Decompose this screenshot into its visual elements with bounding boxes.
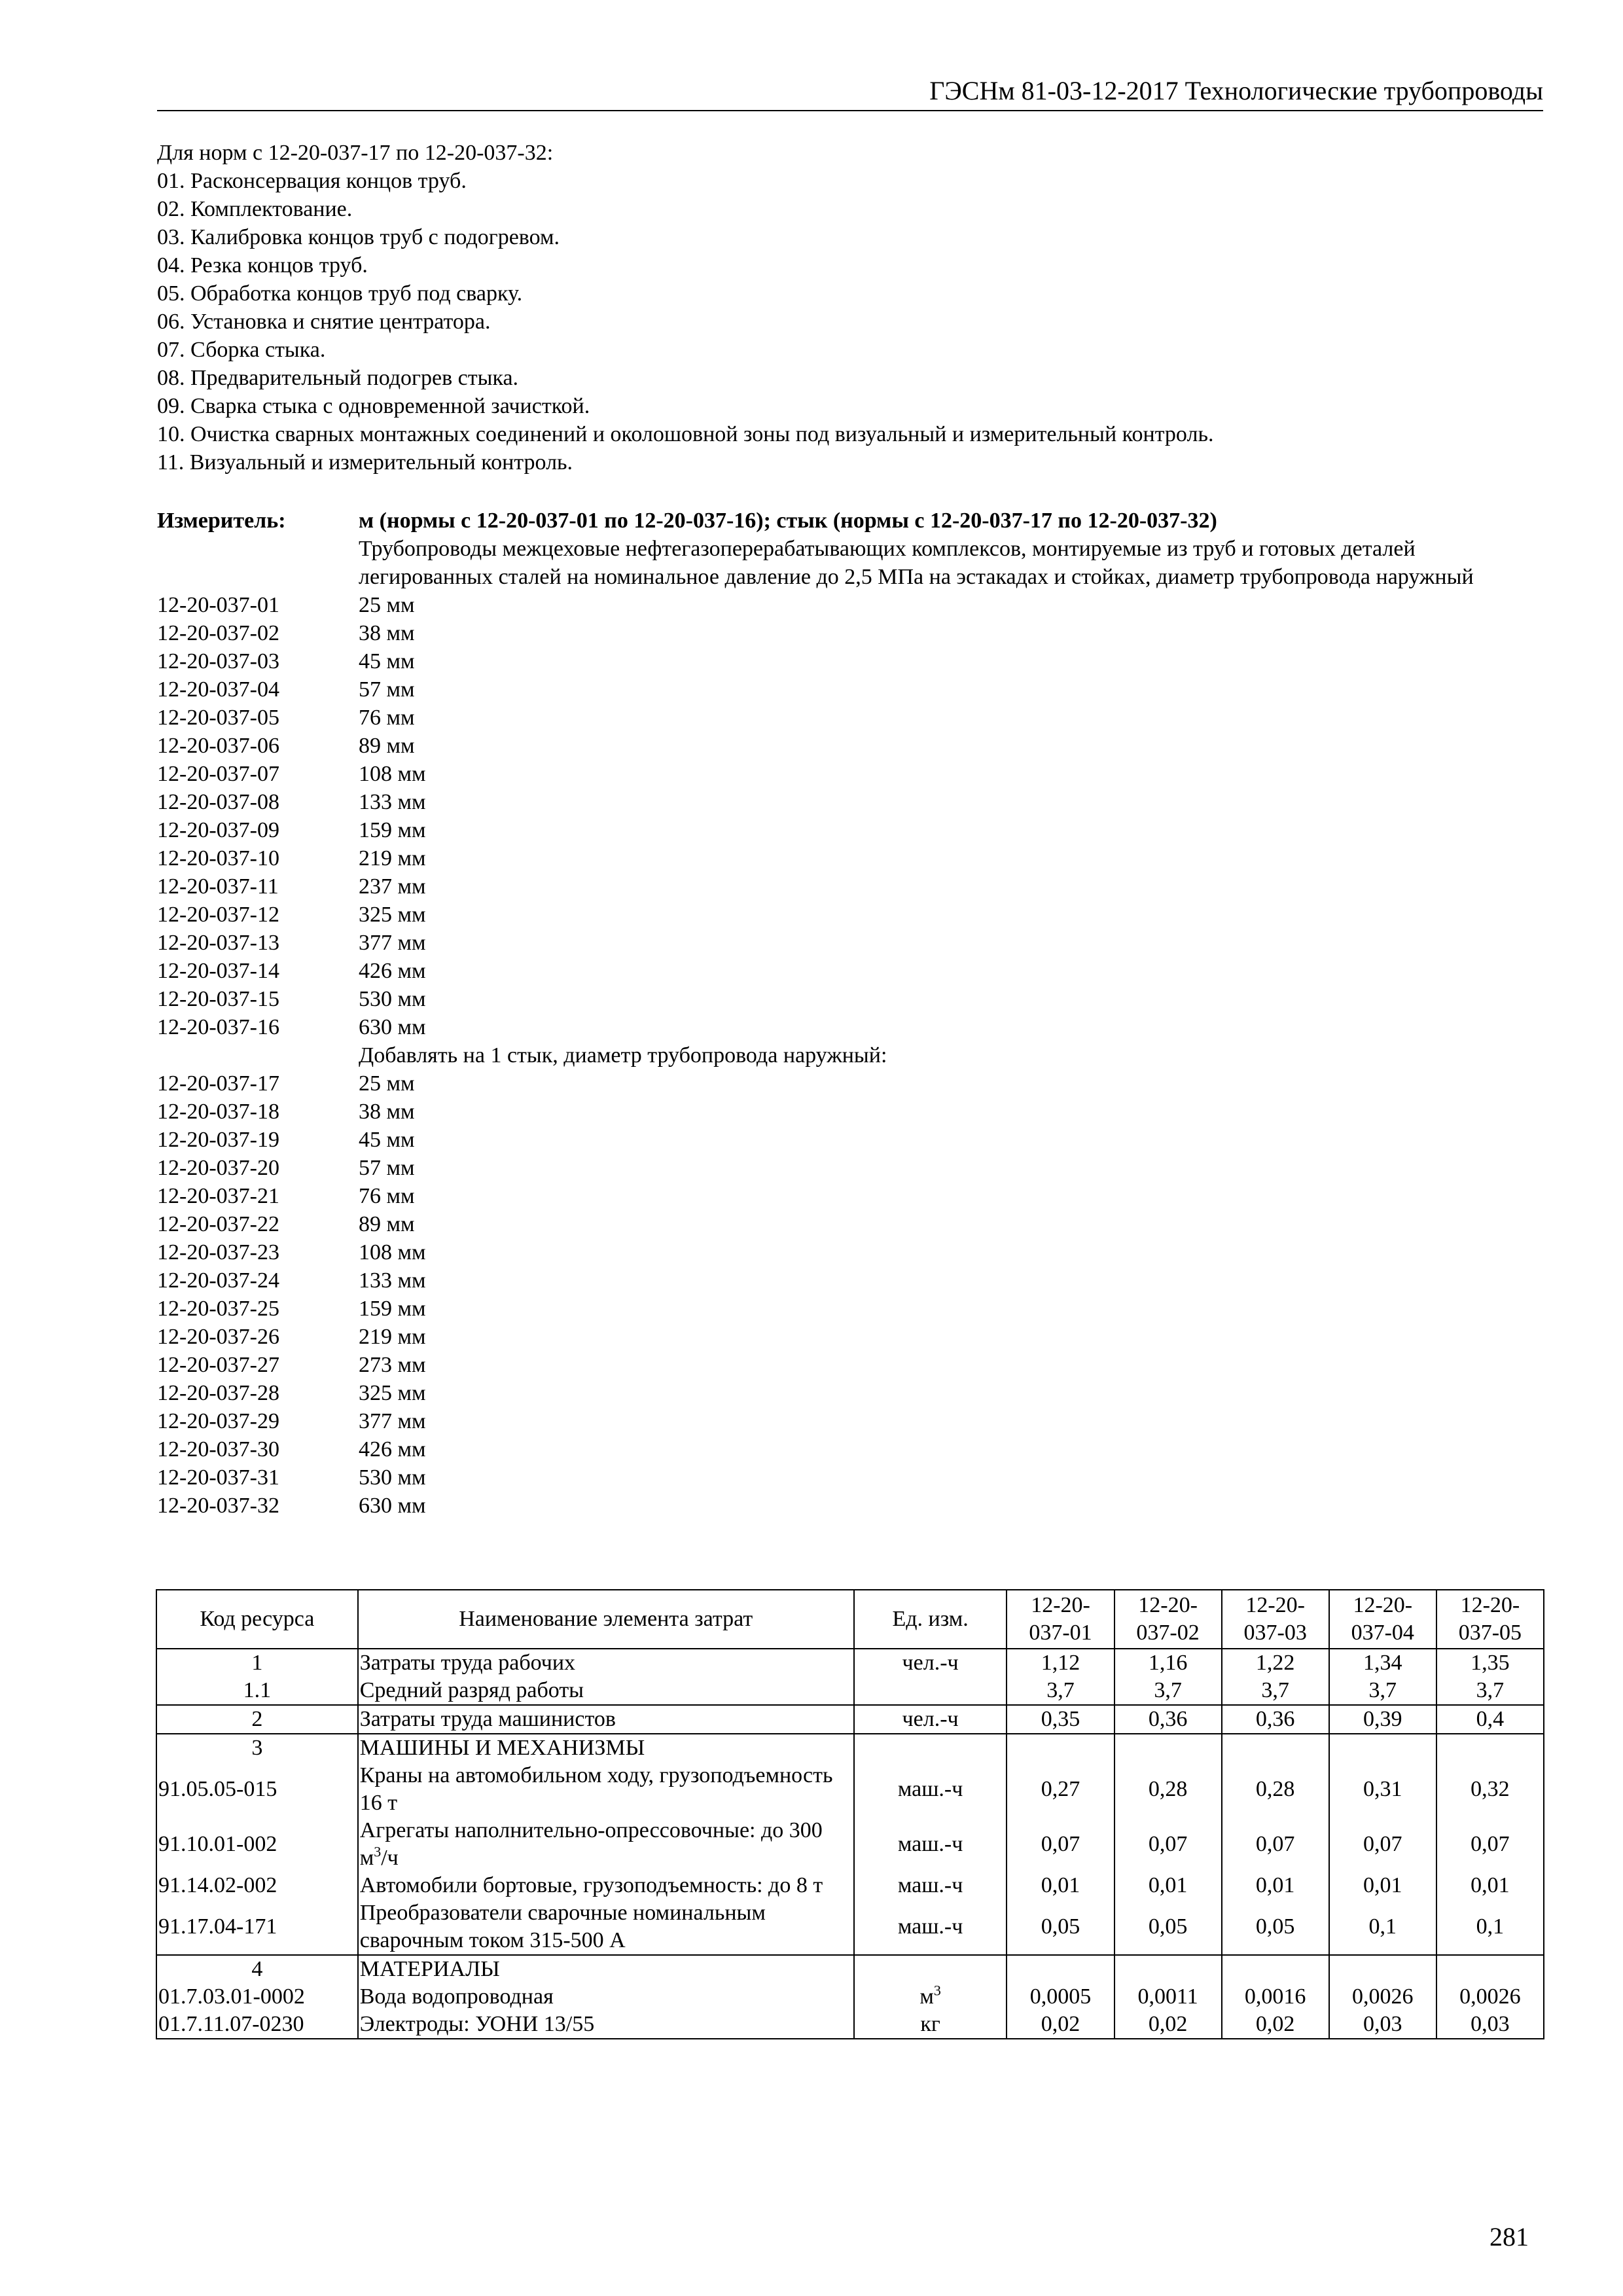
norm-size: 38 мм: [359, 621, 415, 645]
cell-unit: $м^3$: [854, 1983, 1007, 2011]
norm-code: 12-20-037-13: [157, 931, 279, 955]
cell-name: Средний разряд работы: [358, 1677, 854, 1705]
cell-value: 0,03: [1436, 2011, 1544, 2039]
norm-row: [157, 901, 1551, 929]
cell-value: 0,32: [1436, 1762, 1544, 1817]
norm-code: 12-20-037-17: [157, 1071, 279, 1096]
cell-value: 1,22: [1222, 1649, 1329, 1677]
norm-code: 12-20-037-03: [157, 649, 279, 673]
cell-value: 0,07: [1115, 1817, 1222, 1872]
cell-unit: чел.-ч: [854, 1649, 1007, 1677]
cell-value: [1007, 1734, 1114, 1762]
header-col-1: 12-20- 037-01: [1007, 1590, 1114, 1649]
norm-code: 12-20-037-02: [157, 621, 279, 645]
cell-value: 0,07: [1007, 1817, 1114, 1872]
cell-name: Затраты труда рабочих: [358, 1649, 854, 1677]
norm-code: 12-20-037-12: [157, 903, 279, 927]
intro-heading: Для норм с 12-20-037-17 по 12-20-037-32:: [157, 141, 554, 165]
cell-name: Краны на автомобильном ходу, грузоподъемность 16 т: [358, 1762, 854, 1817]
cell-code: 4: [156, 1955, 358, 1983]
norm-size: 325 мм: [359, 903, 426, 927]
cell-value: 0,31: [1329, 1762, 1436, 1817]
step-item: 08. Предварительный подогрев стыка.: [157, 366, 519, 390]
cell-value: 0,28: [1115, 1762, 1222, 1817]
norm-row: [157, 1210, 1551, 1238]
meter-units: м (нормы с 12-20-037-01 по 12-20-037-16); стык (нормы с 12-20-037-17 по 12-20-037-32): [359, 509, 1217, 533]
cell-value: 0,27: [1007, 1762, 1114, 1817]
meter-label: Измеритель:: [157, 509, 286, 533]
norm-row: [157, 1126, 1551, 1154]
cell-name: Затраты труда машинистов: [358, 1705, 854, 1734]
norm-row: [157, 1266, 1551, 1295]
norms-subheading: Добавлять на 1 стык, диаметр трубопровода наружный:: [359, 1043, 887, 1067]
cell-value: [1329, 1955, 1436, 1983]
norm-code: 12-20-037-19: [157, 1128, 279, 1152]
cell-value: 0,36: [1222, 1705, 1329, 1734]
cell-value: [1115, 1955, 1222, 1983]
table-row: [156, 1705, 1544, 1734]
norm-size: 57 мм: [359, 677, 415, 702]
cell-value: 0,0016: [1222, 1983, 1329, 2011]
norm-size: 237 мм: [359, 874, 426, 899]
norm-code: 12-20-037-09: [157, 818, 279, 842]
step-item: 01. Расконсервация концов труб.: [157, 169, 467, 193]
cell-value: 0,0026: [1436, 1983, 1544, 2011]
norm-row: [157, 675, 1551, 704]
norm-size: 426 мм: [359, 959, 426, 983]
cell-value: 0,0005: [1007, 1983, 1114, 2011]
norm-size: 57 мм: [359, 1156, 415, 1180]
table-row: [156, 1649, 1544, 1677]
norm-code: 12-20-037-21: [157, 1184, 279, 1208]
cell-unit: чел.-ч: [854, 1705, 1007, 1734]
norm-size: 25 мм: [359, 593, 415, 617]
norm-size: 325 мм: [359, 1381, 426, 1405]
table-row: [156, 1899, 1544, 1955]
norm-code: 12-20-037-27: [157, 1353, 279, 1377]
norm-size: 530 мм: [359, 1465, 426, 1490]
norm-code: 12-20-037-05: [157, 706, 279, 730]
table-row: [156, 1677, 1544, 1705]
norm-size: 45 мм: [359, 1128, 415, 1152]
cell-value: 0,05: [1007, 1899, 1114, 1955]
norm-row: [157, 704, 1551, 732]
norm-size: 25 мм: [359, 1071, 415, 1096]
norm-row: [157, 985, 1551, 1013]
norm-row: [157, 1407, 1551, 1435]
norm-code: 12-20-037-31: [157, 1465, 279, 1490]
norm-row: [157, 1182, 1551, 1210]
header-name: Наименование элемента затрат: [358, 1590, 854, 1649]
cell-name: МАШИНЫ И МЕХАНИЗМЫ: [358, 1734, 854, 1762]
norm-size: 38 мм: [359, 1100, 415, 1124]
norm-row: [157, 619, 1551, 647]
header-code: Код ресурса: [156, 1590, 358, 1649]
step-item: 04. Резка концов труб.: [157, 253, 368, 278]
norm-code: 12-20-037-29: [157, 1409, 279, 1433]
norm-size: 219 мм: [359, 846, 426, 870]
cell-code: 01.7.11.07-0230: [156, 2011, 358, 2039]
cell-value: 0,0011: [1115, 1983, 1222, 2011]
cell-code: 1.1: [156, 1677, 358, 1705]
cell-value: 0,01: [1007, 1872, 1114, 1899]
norms-list-b: [157, 1069, 1551, 1520]
meter-description: Трубопроводы межцеховые нефтегазоперерабатывающих комплексов, монтируемые из труб и готовых деталей легированных сталей на номинальное давление до 2,5 МПа на эстакадах и стойках, диаметр трубопровода наружный: [359, 537, 1474, 589]
cell-code: 01.7.03.01-0002: [156, 1983, 358, 2011]
cell-value: 0,07: [1436, 1817, 1544, 1872]
norm-row: [157, 929, 1551, 957]
cell-value: [1329, 1734, 1436, 1762]
norm-row: [157, 647, 1551, 675]
meter-header: [157, 507, 1551, 535]
cell-value: 1,34: [1329, 1649, 1436, 1677]
norm-row: [157, 1295, 1551, 1323]
cell-code: 2: [156, 1705, 358, 1734]
step-item: 10. Очистка сварных монтажных соединений и околошовной зоны под визуальный и измерительный контроль.: [157, 422, 1214, 446]
norm-size: 76 мм: [359, 706, 415, 730]
norm-code: 12-20-037-23: [157, 1240, 279, 1265]
norm-row: [157, 1013, 1551, 1041]
cell-value: [1222, 1955, 1329, 1983]
norm-code: 12-20-037-15: [157, 987, 279, 1011]
step-item: 05. Обработка концов труб под сварку.: [157, 281, 523, 306]
page-header: [157, 73, 1543, 111]
cell-value: 1,16: [1115, 1649, 1222, 1677]
step-item: 09. Сварка стыка с одновременной зачисткой.: [157, 394, 590, 418]
cell-value: 0,07: [1329, 1817, 1436, 1872]
norm-size: 159 мм: [359, 818, 426, 842]
cell-unit: кг: [854, 2011, 1007, 2039]
norm-size: 530 мм: [359, 987, 426, 1011]
cell-value: 0,01: [1436, 1872, 1544, 1899]
norm-size: 630 мм: [359, 1015, 426, 1039]
cell-value: [1222, 1734, 1329, 1762]
cell-value: 1,12: [1007, 1649, 1114, 1677]
norm-code: 12-20-037-25: [157, 1297, 279, 1321]
cell-code: 91.10.01-002: [156, 1817, 358, 1872]
cell-value: 3,7: [1436, 1677, 1544, 1705]
norm-size: 219 мм: [359, 1325, 426, 1349]
norm-row: [157, 1238, 1551, 1266]
norm-code: 12-20-037-26: [157, 1325, 279, 1349]
table-row: [156, 1762, 1544, 1817]
norm-row: [157, 957, 1551, 985]
norm-size: 426 мм: [359, 1437, 426, 1462]
norm-row: [157, 1154, 1551, 1182]
step-item: 07. Сборка стыка.: [157, 338, 326, 362]
step-item: 11. Визуальный и измерительный контроль.: [157, 450, 573, 475]
table-row: [156, 1872, 1544, 1899]
cell-value: 0,1: [1436, 1899, 1544, 1955]
cell-unit: [854, 1955, 1007, 1983]
norm-size: 76 мм: [359, 1184, 415, 1208]
norm-code: 12-20-037-32: [157, 1494, 279, 1518]
cell-value: [1436, 1734, 1544, 1762]
norm-code: 12-20-037-28: [157, 1381, 279, 1405]
meter-section: [157, 507, 1551, 1520]
header-col-3: 12-20- 037-03: [1222, 1590, 1329, 1649]
norm-size: 108 мм: [359, 1240, 426, 1265]
norm-code: 12-20-037-22: [157, 1212, 279, 1236]
norm-row: [157, 1098, 1551, 1126]
norm-row: [157, 760, 1551, 788]
cell-unit: [854, 1734, 1007, 1762]
step-item: 06. Установка и снятие центратора.: [157, 310, 491, 334]
norm-row: [157, 1435, 1551, 1463]
cell-unit: маш.-ч: [854, 1817, 1007, 1872]
cell-value: 0,02: [1115, 2011, 1222, 2039]
norm-size: 273 мм: [359, 1353, 426, 1377]
cell-unit: маш.-ч: [854, 1899, 1007, 1955]
norm-code: 12-20-037-01: [157, 593, 279, 617]
cell-value: 0,35: [1007, 1705, 1114, 1734]
cell-value: 3,7: [1329, 1677, 1436, 1705]
norm-row: [157, 1492, 1551, 1520]
norm-code: 12-20-037-08: [157, 790, 279, 814]
cell-value: 0,02: [1222, 2011, 1329, 2039]
steps-list: [157, 167, 1551, 476]
cell-code: 91.14.02-002: [156, 1872, 358, 1899]
norm-row: [157, 872, 1551, 901]
norm-row: [157, 816, 1551, 844]
page-number: 281: [1489, 2222, 1529, 2251]
norm-code: 12-20-037-07: [157, 762, 279, 786]
step-item: 02. Комплектование.: [157, 197, 353, 221]
cell-name: Электроды: УОНИ 13/55: [358, 2011, 854, 2039]
norm-row: [157, 1379, 1551, 1407]
norm-size: 159 мм: [359, 1297, 426, 1321]
cell-value: 0,01: [1329, 1872, 1436, 1899]
norm-size: 377 мм: [359, 1409, 426, 1433]
norm-row: [157, 1323, 1551, 1351]
norm-code: 12-20-037-24: [157, 1268, 279, 1293]
cell-value: 3,7: [1115, 1677, 1222, 1705]
cell-value: 0,05: [1115, 1899, 1222, 1955]
norm-code: 12-20-037-30: [157, 1437, 279, 1462]
table-row-section: [156, 1734, 1544, 1762]
table-row: [156, 1817, 1544, 1872]
norm-size: 377 мм: [359, 931, 426, 955]
cell-code: 1: [156, 1649, 358, 1677]
norm-code: 12-20-037-14: [157, 959, 279, 983]
cell-value: 1,35: [1436, 1649, 1544, 1677]
cell-unit: маш.-ч: [854, 1762, 1007, 1817]
cell-value: 0,0026: [1329, 1983, 1436, 2011]
norm-row: [157, 732, 1551, 760]
norm-row: [157, 1463, 1551, 1492]
cell-value: 0,01: [1115, 1872, 1222, 1899]
header-col-4: 12-20- 037-04: [1329, 1590, 1436, 1649]
cell-code: 3: [156, 1734, 358, 1762]
cell-unit: маш.-ч: [854, 1872, 1007, 1899]
cell-value: 3,7: [1222, 1677, 1329, 1705]
header-title: ГЭСНм 81-03-12-2017 Технологические трубопроводы: [929, 76, 1543, 105]
norm-size: 89 мм: [359, 1212, 415, 1236]
table-row-section: [156, 1955, 1544, 1983]
cell-code: 91.05.05-015: [156, 1762, 358, 1817]
cell-value: 0,4: [1436, 1705, 1544, 1734]
cell-value: [1115, 1734, 1222, 1762]
cell-code: 91.17.04-171: [156, 1899, 358, 1955]
step-item: 03. Калибровка концов труб с подогревом.: [157, 225, 560, 249]
cell-value: 0,07: [1222, 1817, 1329, 1872]
norm-code: 12-20-037-20: [157, 1156, 279, 1180]
table-row: [156, 1983, 1544, 2011]
cell-name: Вода водопроводная: [358, 1983, 854, 2011]
norm-code: 12-20-037-18: [157, 1100, 279, 1124]
cell-value: 0,36: [1115, 1705, 1222, 1734]
cell-name: МАТЕРИАЛЫ: [358, 1955, 854, 1983]
norm-row: [157, 1351, 1551, 1379]
cell-value: 0,03: [1329, 2011, 1436, 2039]
cell-name: Автомобили бортовые, грузоподъемность: до 8 т: [358, 1872, 854, 1899]
norm-row: [157, 591, 1551, 619]
table-row: [156, 2011, 1544, 2039]
header-col-2: 12-20- 037-02: [1115, 1590, 1222, 1649]
cell-value: 0,01: [1222, 1872, 1329, 1899]
norm-code: 12-20-037-04: [157, 677, 279, 702]
cell-value: 0,05: [1222, 1899, 1329, 1955]
norm-code: 12-20-037-11: [157, 874, 279, 899]
cell-value: [1007, 1955, 1114, 1983]
cell-value: 0,39: [1329, 1705, 1436, 1734]
header-col-5: 12-20- 037-05: [1436, 1590, 1544, 1649]
norm-code: 12-20-037-16: [157, 1015, 279, 1039]
norms-list-a: [157, 591, 1551, 1041]
norm-size: 133 мм: [359, 1268, 426, 1293]
cell-name: Преобразователи сварочные номинальным сварочным током 315-500 А: [358, 1899, 854, 1955]
header-unit: Ед. изм.: [854, 1590, 1007, 1649]
norm-row: [157, 844, 1551, 872]
cell-value: 0,02: [1007, 2011, 1114, 2039]
cell-value: 0,28: [1222, 1762, 1329, 1817]
table-header-row: [156, 1590, 1544, 1649]
resource-table: [156, 1589, 1544, 2039]
norm-row: [157, 1069, 1551, 1098]
norm-size: 45 мм: [359, 649, 415, 673]
norm-code: 12-20-037-10: [157, 846, 279, 870]
work-composition: [157, 139, 1551, 476]
cell-value: [1436, 1955, 1544, 1983]
cell-unit: [854, 1677, 1007, 1705]
norm-size: 630 мм: [359, 1494, 426, 1518]
norm-code: 12-20-037-06: [157, 734, 279, 758]
cell-value: 3,7: [1007, 1677, 1114, 1705]
norm-row: [157, 788, 1551, 816]
norm-size: 133 мм: [359, 790, 426, 814]
norm-size: 108 мм: [359, 762, 426, 786]
cell-value: 0,1: [1329, 1899, 1436, 1955]
norm-size: 89 мм: [359, 734, 415, 758]
cell-name: Агрегаты наполнительно-опрессовочные: до 300 $м^3/ч$: [358, 1817, 854, 1872]
